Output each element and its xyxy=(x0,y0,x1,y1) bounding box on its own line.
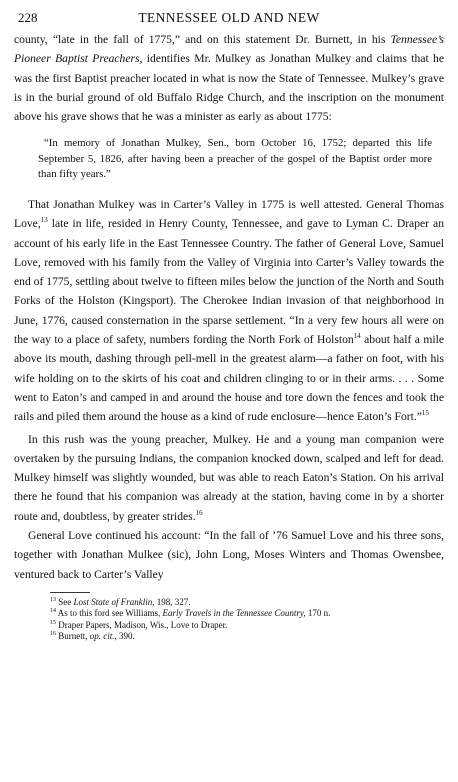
footnote-16 xyxy=(50,631,444,643)
footnote-13-title: Lost State of Franklin, xyxy=(73,596,155,607)
epitaph-quote: “In memory of Jonathan Mulkey, Sen., born October 16, 1752; departed this life September 5, 1826, after having been a preacher of the gospel of the Baptist order more than fifty years.” xyxy=(38,137,432,181)
footnote-16-title: op. cit., xyxy=(89,631,117,642)
footnote-16-number: 16 xyxy=(50,631,56,638)
footnote-14-number: 14 xyxy=(50,608,56,615)
paragraph-1 xyxy=(14,30,444,126)
footnote-14-title: Early Travels in the Tennessee Country, xyxy=(162,608,306,619)
footnote-13-post: 198, 327. xyxy=(154,596,191,607)
footnote-16-pre: Burnett, xyxy=(58,631,90,642)
footnote-15-number: 15 xyxy=(50,619,56,626)
paragraph-1-text-a: county, “late in the fall of 1775,” and on this statement Dr. Burnett, in his xyxy=(14,33,391,46)
footnote-15-text: Draper Papers, Madison, Wis., Love to Draper. xyxy=(58,619,228,630)
footnote-ref-13: 13 xyxy=(40,216,48,225)
paragraph-2-text-c: about half a mile above its mouth, dashing through pell-mell in the greatest alarm—a father on foot, with his wife holding on to the skirts of his coat and children clinging to or in their arms. . . . Some went to Eaton’s and camped in and around the house and tore down the fences and took the rails and piled them around the house as a kind of rude enclosure—hence Eaton’s Fort.” xyxy=(14,333,444,424)
paragraph-1-text-b: identifies Mr. Mulkey as Jonathan Mulkey and claims that he was the first Baptist preacher located in what is now the State of Tennessee. Mulkey’s grave is in the burial ground of old Buffalo Ridge Church, and the inscription on the monument above his grave shows that he was a minister as early as about 1775: xyxy=(14,52,444,124)
footnote-14-pre: As to this ford see Williams, xyxy=(57,608,163,619)
footnote-16-post: 390. xyxy=(116,631,135,642)
paragraph-3 xyxy=(14,430,444,526)
page-header xyxy=(14,10,444,30)
paragraph-3-text: In this rush was the young preacher, Mulkey. He and a young man companion were overtaken by the pursuing Indians, the companion knocked down, scalped and left for dead. Mulkey himself was slightly wounded, but was able to reach Eaton’s Station. On his arrival there he found that his companion was already at the station, having come in by a shorter route and, doubtless, by greater strides. xyxy=(14,432,444,523)
paragraph-2-text-b: late in life, resided in Henry County, Tennessee, and gave to Lyman C. Draper an account of his early life in the East Tennessee Country. The father of General Love, Samuel Love, removed with his family from the Valley of Virginia into Carter’s Valley towards the end of 1775, settling about twelve to fifteen miles below the junction of the North and South Forks of the Holston (Kingsport). The Cherokee Indian invasion of that neighborhood in June, 1776, caused consternation in the sparse settlement. “In a very few hours all were on the way to a place of safety, numbers fording the North Fork of Holston xyxy=(14,217,444,347)
paragraph-4-text: General Love continued his account: “In the fall of ’76 Samuel Love and his three sons, together with Jonathan Mulkee (sic), John Long, Moses Winters and Thomas Owensbee, ventured back to Carter’s Valley xyxy=(14,529,444,581)
paragraph-2-text-a: That Jonathan Mulkey was in Carter’s Valley in 1775 is well attested. General Thomas Love, xyxy=(14,197,444,231)
paragraph-2 xyxy=(14,195,444,427)
footnote-14 xyxy=(50,608,444,620)
footnote-ref-16: 16 xyxy=(195,508,203,517)
footnote-divider xyxy=(50,592,90,593)
footnote-13-pre: See xyxy=(58,596,74,607)
footnote-15 xyxy=(50,620,444,632)
footnote-ref-15: 15 xyxy=(421,409,429,418)
page-number: 228 xyxy=(18,10,38,25)
footnote-14-post: 170 n. xyxy=(305,608,331,619)
footnote-13-number: 13 xyxy=(50,596,56,603)
paragraph-4 xyxy=(14,526,444,584)
footnote-13 xyxy=(50,597,444,609)
book-title: Tennessee’s Pioneer Baptist Preachers, xyxy=(14,33,444,66)
footnotes xyxy=(14,597,444,643)
footnote-ref-14: 14 xyxy=(353,332,361,341)
running-head: TENNESSEE OLD AND NEW xyxy=(138,10,320,25)
